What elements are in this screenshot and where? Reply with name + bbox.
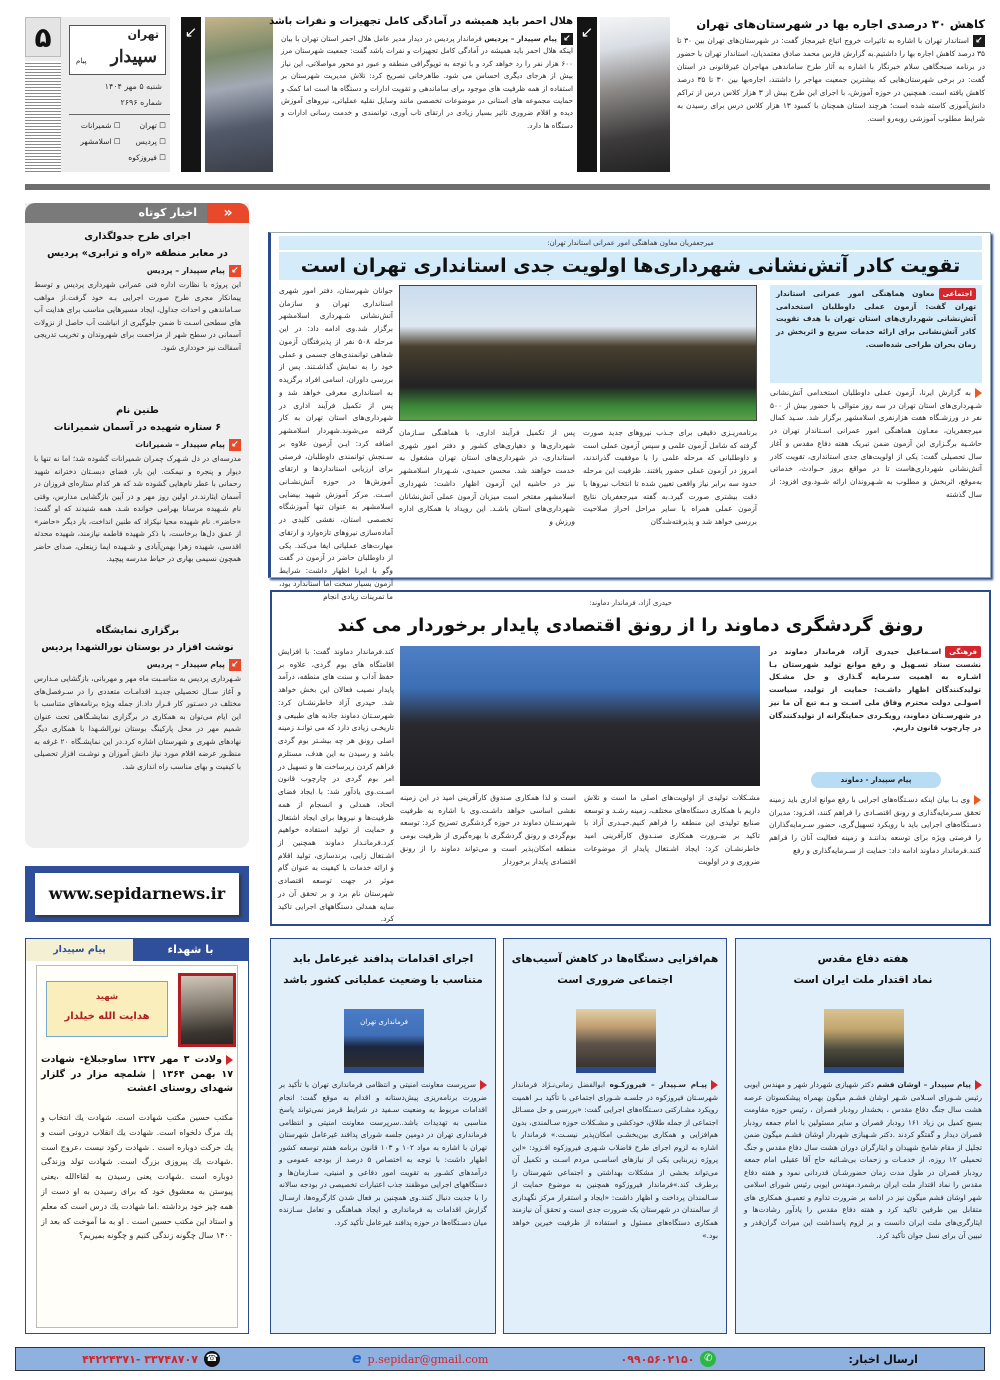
story-title: هم‌افزایی دستگاه‌ها در کاهش آسیب‌های	[511, 953, 719, 965]
website-banner[interactable]	[25, 866, 249, 922]
feature-1	[268, 232, 991, 601]
story-body: ↙پیام سپیدار – پردیس فرماندار پردیس در دیدار مدیر عامل هلال احمر استان تهران با بیان اینکه هلال احمر باید همیشه در آمادگی کامل تجهیزات و نفرات باشد گفت: جمعیت شهرستان مرز ۶۰۰ هزار نفر را رد خواهد کرد و با توجه به توپوگرافی منطقه و عبور دو محور مواصلاتی، این نیاز بیش از هرجای دیگری احساس می شود. طاهرخانی تصریح کرد: تلاش مدیریت شهرستان بر استفاده از همه ظرفیت های موجود برای ساماندهی و تقویت ادارات و دستگاه ها است اما کمک و حمایت مجموعه های استانی در موضوعات تخصصی مانند وسایل نقلیه عملیاتی، نیروهای آموزش دیده و اقلام ضروری تاثیر بسیار زیادی در ارتقای تاب آوری، توانمندی و خدمت رسانی ادارات و دستگاه ها دارد.	[281, 34, 573, 130]
story-body: سرپرست معاونت امنیتی و انتظامی فرمانداری تهران با تأکید بر ضرورت برنامه‌ریزی پیش‌دستانه و اقدام به موقع گفت: انجام اقدامات مربوط به وضعیت سـفید در شرایط قرمز نمی‌تواند پاسخ مناسبی به تهدیدات باشد..سرپرست معاونت امنیتی و انتظامی فرمانداری تهران در دومین جلسه شورای پدافند غیرعامل شهرستان تهران با اشاره به مواد ۱۰۲ و ۱۰۳ قانون برنامه هفتم توسعه کشور اظهار داشت: با توجه به اختصاص ۵ درصد از بودجه عمومی و درآمدهای کشـور به تقویت امور دفاعی و امنیتی، سـازمان‌ها و دستگاههای اجرایی موظفند جذب اعتبارات تخصیصی در بودجه سالانه را با جدیت دنبال کنند.وی همچنین بر فعال شدن کارگروه‌ها، ارسـال گزارش اقدامات به فرمانداری و ایجاد هماهنگی و تعامل سـازنده میان دسـتگاه‌ها در حوزه پدافند غیرعامل تأکید کرد.	[279, 1080, 487, 1228]
feature1-title: تقویت کادر آتش‌نشانی شهرداری‌ها اولویت جدی استانداری تهران است	[279, 252, 982, 280]
short-news-item	[34, 229, 241, 399]
martyr-name-plate	[46, 981, 168, 1037]
item-title: اجرای طرح جدولگذاری	[84, 231, 191, 242]
arrow-icon: ↙	[229, 265, 241, 277]
feature2-col-mid1: مشـکلات تولیدی از اولویت‌های اصلی ما است و تلاش داریم با همکاری دستگاه‌های مختلف، زمینه رشـد و توسعه صنایع تولیدی این منطقه را فراهم کنیم.حیـدری آزاد با تاکید بر ضـرورت همکاری صنـدوق کارآفرینی امید خاطرنشـان کرد: ایجاد اشـتغال پایدار از موضوعات ضروری و در اولویت	[584, 793, 760, 866]
item-title: برگزاری نمایشگاه	[95, 625, 180, 636]
martyr-label: شهید	[95, 992, 119, 1002]
feature2-byline: پیام سپیدار - دماوند	[811, 772, 941, 788]
top-story-2	[205, 14, 575, 176]
website-link[interactable]: www.sepidarnews.ir	[35, 873, 239, 915]
phone-contact[interactable]: ☎ ۳۳۷۴۸۷۰۷ -۴۴۲۲۴۳۷۱	[82, 1352, 219, 1366]
photo-bar	[344, 1067, 424, 1073]
feature2-title: رونق گردشگری دماوند را از رونق اقتصادی پایدار برخوردار می کند	[337, 615, 924, 636]
arrow-icon: ↙	[229, 439, 241, 451]
divider	[25, 184, 990, 190]
arrow-icon: ↙	[561, 33, 573, 45]
feature2-col-right: وی بـا بیان اینکه دسـتگاه‌های اجرایی با رفع موانع اداری باید زمینه تحقق سـرمایه‌گذاری و رونق اقتصـادی را فراهم کنند، افـزود: مدیران دسـتگاه‌های اجرایی باید با رویکرد تسهیل‌گری، حضور سـرمایه‌گذاران را فرصتی ویژه برای توسعه بداننـد و زمینه فعالیت آنان را فراهم کنند.فرماندار دماوند ادامه داد: حمایت از سـرمایه‌گذاری و رفع	[769, 795, 981, 855]
martyr-photo	[178, 973, 236, 1047]
issue-date: شنبه ۵ مهر ۱۴۰۴	[104, 82, 162, 91]
arrow-icon: ↙	[973, 35, 985, 47]
feature1-col-mid2: پس از تکمیل فرآیند اداری، با هماهنگی سـازمان شهرداری‌ها و دهیاری‌های کشور و دفتر امور شهری استانداری، در شهرداری‌های استان تهران مشغول به خدمت خواهند شد. محسن حمیدی، شـهردار اسلامشهر نیز در حاشیه این آزمون اظهار داشت: شهرداری اسلامشهر مفتخر است میزبان آزمون عملی آتش‌نشانان شهرداری‌های استان باشـد. این رویداد با همکاری اداره ورزش و	[399, 428, 575, 527]
logo	[69, 25, 166, 75]
feature2-col-left: کند.فرماندار دماوند گفت: با افزایش اقامتگاه های بوم گردی، علاوه بر حفظ آداب و سنت های منطقه، درآمد پایدار نصیب فعالان این بخش خواهد شد. حیدری آزاد خاطرنشـان کرد: شهرسـتان دماوند جاذبه های طبیعی و تاریخـی زیادی دارد که می توانـد زمینه اصلی رونق هر چه بیشـتر بوم گردی باشد و رسیدن به این هدف، مستلزم فراهم کردن زیرساخت ها و تسهیل در امر بوم گردی در چارچوب قانون اسـت.وی یادآور شد: با ایجاد فضای اتحاد، همدلی و انسجام از همه ظرفیت‌ها و نیروها برای ایجاد اشتغال و حمایت از تولید استفاده خواهیم کرد.فرمانـدار دماوند همچنین از اشـتغال زایی، برندسازی، تولید اقلام و ارائه خدمات با کیفیت به عنوان گام موثر در جهت توسعه اقتصادی شهرستان نام برد و بر تحقق آن در سایه همدلی دستگاههای اجرایی تاکید کرد.	[278, 647, 394, 924]
image-caption: فرمانداری تهران	[360, 1018, 408, 1026]
whatsapp-contact[interactable]: ✆ ۰۹۹۰۵۶۰۲۱۵۰	[621, 1351, 717, 1367]
item-byline: ↙پیام سپیدار – پردیس	[34, 263, 241, 279]
region-item[interactable]: ☐ شمیرانات	[80, 121, 121, 130]
short-news-item	[34, 403, 241, 618]
martyr-summary: ولادت ۳ مهر ۱۳۳۷ ساوجبلاغ- شهادت ۱۷ بهمن ۱۳۶۴ | شلمچه مزار در گلزار شهدای روستای اغشت	[41, 1054, 233, 1095]
email-contact[interactable]: e p.sepidar@gmail.com	[352, 1351, 489, 1367]
story-title: هفته دفاع مقدس	[817, 953, 909, 965]
bottom-story	[270, 938, 496, 1334]
bullet-icon	[480, 1080, 487, 1090]
item-title: طنین نام	[116, 405, 159, 416]
phone-icon: ☎	[204, 1351, 220, 1367]
arrow-down-left-icon: ↙	[580, 23, 594, 41]
item-byline: ↙پیام سپیدار – شمیرانات	[34, 437, 241, 453]
martyr-name: هدایت الله خیلدار	[64, 1011, 150, 1022]
region-item[interactable]: ☐ فیروزکوه	[128, 153, 166, 162]
story-subtitle: متناسب با وضعیت عملیاتی کشور باشد	[283, 974, 483, 986]
masthead	[25, 17, 170, 172]
chevrons-icon: «	[207, 203, 249, 223]
feature-2	[270, 590, 991, 926]
photo-bar	[576, 1067, 656, 1073]
feature1-photo	[399, 285, 757, 421]
page-number: ۵	[25, 17, 61, 57]
item-subtitle: ۶ ستاره شهیده در آسمان شمیرانات	[53, 422, 222, 433]
item-body: مدرسه‌ای در دل شـهرک چمران شمیرانات گشوده شد؛ اما نه تنها با دیوار و پنجره و نیمکت. این بار، فضای دبسـتان دخترانه شهید رحمانی با عطر نام‌هایی گشوده شد که هر کدام ستاره‌ای فروزان در آسمان ایثارند.در اولین روز مهر و در آیین بازگشایی مدارس، وقتی نام شـهیده مرسانا بهرامی خوانده شـد، همه شنیدند که او گفت: «حاضر». نام شهیده محیا نیکزاد که طنین انداخت، بار دیگر «حاضر» از عمق دل‌ها برخاست، با ذکر شهیده فاطمه نیازمند، شهیده محدثه اقدسی، شهیده زهرا بهمن‌آبادی و شـهیده ایما زینعلی، صدای حاضر همچون نسیمی بهاری در حیاط مدرسه پیچید.	[34, 454, 241, 564]
item-body: این پروژه با نظارت اداره فنی عمرانی شهرداری پردیس و توسط پیمانکار مجری طرح صورت اجرایی بـه خود گرفت.از مواهب سـاماندهی و احداث جداول، ایجاد مسیرهایی مناسب برای هدایت آب های سطحی اسـت تا ضمن جلوگیری از انباشت آب حاصل از نزولات آسمانی در سطح شهر از مزاحمت برای شهروندان و تخریب تدریجی آسفالت نیز خودداری شود.	[34, 280, 241, 352]
bullet-icon	[975, 388, 982, 398]
section-tag: فرهنگی	[945, 646, 981, 658]
item-body: شـهرداری پردیس به مناسـبت ماه مهر و مهربانی، بازگشایی مـدارس و آغاز سـال تحصیلی جدیـد اقدامـات متعددی را در سـرفصل‌های مختلف در دسـتور کار قـرار داد.از جمله ویژه برنامه‌های متناسب با این ایام می‌توان به همکاری در برگزاری نمایشـگاهی تحت عنوان شمیم مهر در محل پارکینگ بوستان نورالشـهدا با همکاری دیگر نهادهای شهری و شهرستان اشاره کرد.در این نمایشـگاه ۲۰ غرفه به منظـور عرضه اقلام مورد نیاز دانش آموزان و نوشـت افزار تحصیلی با کیفیت و بهای مناسب راه اندازی شد.	[34, 674, 241, 771]
footer-bar	[15, 1347, 985, 1371]
bullet-icon	[974, 795, 981, 805]
feature2-col-mid2: است و لذا همکاری صندوق کارآفرینی امید در این زمینه نقشی اساسی خواهد داشـت.وی با اشاره به ظرفیت شهرسـتان دماوند در حوزه گردشگری تصریح کرد: توسعه بوم‌گردی و رونق گردشگری با بهره‌گیری از ظرفیت بومی منطقه امکان‌پذیر است و می‌تواند دماوند را از رونق اقتصادی پایدار برخوردار	[400, 793, 576, 866]
short-news-item	[34, 623, 241, 841]
story-title: کاهش ۳۰ درصدی اجاره بها در شهرستان‌های تهران	[696, 17, 985, 31]
story-photo	[600, 17, 670, 172]
feature2-lead: فرهنگیاسـماعیل حیدری آزاد، فرماندار دماوند در نشست ستاد تسـهیل و رفع موانع تولید شهرستان بـا اشـاره به اهمیت سـرمایه گـذاری و حل مشـکل تولیدکنندگان اظهار داشـت: حمایت از تولید، سیاست اصولـی دولت محترم وفاق ملی اسـت و بـه تبع آن ما نیز در شهرسـتان دماوند، رویکـردی حمایتگرانه از تولیدکنندگان در چارچوب قانون داریم.	[769, 647, 981, 733]
region-item[interactable]: ☐ اسلامشهر	[80, 137, 121, 146]
short-news-header: اخبار کوتاه	[25, 203, 207, 223]
bottom-story	[503, 938, 727, 1334]
feature1-lead: اجتماعیمعاون هماهنگی امور عمرانی استاندار تهران گفت: آزمون عملی داوطلبان استخدامی آتش‌نشانی شهرداری‌های استان تهران با هدف تقویت کادر آتش‌نشانی برای ارائه خدمات سریع و اثربخش در زمان بحران طراحی شده‌است.	[770, 285, 982, 383]
send-news-label: ارسال اخبار:	[848, 1352, 918, 1366]
section-tab	[577, 17, 597, 172]
short-news-panel	[25, 203, 249, 848]
story-photo	[824, 1009, 904, 1067]
feature1-col-right: به گزارش ایرنا، آزمون عملی داوطلبان استخدامی آتش‌نشانی شـهرداری‌های استان تهران در سه روز متوالی با حضور بیش از ۵۰۰ نفر در ورزشـگاه هفت هزارنفری اسلامشهر برگزار شد. سـید کمال میرجعفریان، معـاون هماهنگی امور عمرانی اسـتاندار تهران در حاشـیه برگـزاری این آزمون ضمن تبریک هفته دفاع مقدس و آغاز سال تحصیلی گفت: یکی از اولویت‌های جدی استانداری، تقویت کادر آتش‌نشانی شهرداری‌هاست تا در مواقع بروز حـوادث، خدماتی به‌موقع، اثربخش و مطلوب به شـهروندان ارائه شـود.وی افزود: از سال گذشته	[770, 388, 982, 499]
bullet-icon	[975, 1080, 982, 1090]
feature1-kicker: میرجعفریان معاون هماهنگی امور عمرانی استاندار تهران:	[279, 236, 982, 250]
logo-small-text: پیام	[76, 57, 87, 65]
masthead-lines	[25, 61, 61, 172]
item-byline: ↙پیام سپیدار – پردیس	[34, 657, 241, 673]
item-subtitle: در معابر منطقه «راه و ترابری» پردیس	[47, 248, 228, 259]
item-subtitle: نوشت افزار در بوستان نورالشهدا پردیس	[41, 642, 234, 653]
region-item[interactable]: ☐ پردیس	[135, 137, 166, 146]
top-story-1	[598, 14, 990, 176]
section-tag: اجتماعی	[939, 288, 977, 300]
arrow-icon: ↙	[229, 659, 241, 671]
martyr-header: با شهداء	[133, 939, 248, 961]
section-tab	[181, 17, 201, 172]
story-subtitle: نماد اقتدار ملت ایران است	[793, 974, 933, 986]
story-photo	[205, 17, 273, 172]
whatsapp-icon: ✆	[700, 1351, 716, 1367]
feature1-col-left: جوانان شهرستان، دفتر امور شهری استانداری تهران و سازمان آتش‌نشانی شـهرداری اسلامشهر برگزار شد.وی ادامه داد: در این مرحله ۵۰۸ نفر از پذیرفتگان آزمون شفاهی توانمندی‌های جسمی و عملی خود را به نمایش گذاشـتند. پس از بررسی داوران، اسامی افراد برگزیده به استانداری معرفی خواهد شد و پس از تکمیل فرآیند اداری در شهرداری‌های استان تهران به کار گرفته می‌شوند.شهردار اسلامشهر اضافه کرد: ایـن آزمون علاوه بر سـنجش توانمندی داوطلبان، فرصتی برای ارزیابی استانداردها و ارتقای آموزش‌ها در حوزه آتش‌نشـانی اسـت. مرکز آموزش شهید بیضایی اسلامشهر به عنوان تنها آموزشگاه تخصصی استان، نقشی کلیدی در آماده‌سازی نیروهای تازه‌وارد و ارتقای مهارت‌های عملیاتی ایفا می‌کند. یکی از داوطلبان حاضر در آزمون در گفت وگو با ایرنا اظهار داشت: شرایط آزمون بسیار سخت اما استاندارد بود، ما تمرینات زیادی انجام	[279, 286, 393, 601]
story-subtitle: اجتماعی ضروری است	[557, 974, 673, 986]
feature2-kicker: حیدری آزاد، فرماندار دماوند:	[589, 599, 672, 607]
bullet-icon	[711, 1080, 718, 1090]
story-body: پیـام سـپیدار – فیروزکـوه ابوالفضل زمانی‌نـژاد فرماندار شهرسـتان فیروزکوه در جلسـه شـورای اجتماعی با تأکید بـر اهمیت رویکرد مشـارکتی دسـتگاه‌های اجرایی گفت: «بررسی و حل مسـائل اجتماعی از جمله طلاق، خودکشی و مشـکلات حوزه سـالمندی، بدون هم‌افزایی و همکاری بین‌بخشـی امکان‌پذیر نیسـت.» فرماندار با اشاره به لزوم اجرای طرح فاضلاب شـهری فیروزکوه افـزود: «این پروژه زیربنایی یکی از نیازهای اساسـی مردم اسـت و تکمیل آن می‌تواند بخشی از مشکلات بهداشتی و اجتماعی شهرستان را برطرف کند.»فرماندار فیروزکوه همچنین به موضوع حمایت از سـالمندان پرداخت و اظهار داشت: «ایجاد و استقرار مرکز نگهداری از سالمندان در شهرستان یک ضرورت جدی است و تحقق آن نیازمند همکاری دستگاه‌های مسئول و استفاده از ظرفیت خیرین خواهد بود.»	[512, 1080, 718, 1240]
story-title: اجرای اقدامات پدافند غیرعامل باید	[292, 953, 474, 965]
martyr-body: مکتب حسین مکتب شهادت است. شهادت یك انتخاب و یك مرگ دلخواه است. شهادت یك انقلاب درونی است و یك حرکت دوباره است . شهادت رکود نیست ،عروج است .شهادت یك پیروزی بزرگ است. شهادت تولد وزندگی دوباره است .شهادت یعنی رسیدن به لقاءالله ،یعنی پیوستن به معشوق خود که برای رسیدن به او دست از همه چیز خود برداشته .اما شهادت یك درس است که معلم و استاد این مکتب حسین است . او به ما آموخت که بعد از ۱۴۰۰ سال چگونه زندگی کنیم و چگونه بمیریم؟	[41, 1113, 233, 1241]
martyr-logo: پیام سپیدار	[26, 939, 133, 961]
region-list	[65, 118, 170, 166]
story-photo	[576, 1009, 656, 1067]
arrow-down-left-icon: ↙	[184, 23, 198, 41]
feature1-col-mid1: برنامه‌ریـزی دقیقی برای جـذب نیروهای جدید صورت گرفته که شامل آزمون علمی و سپس آزمون عملی است و داوطلبانی که مرحله علمی را با موفقیت گذراندند، امروز در آزمون عملی حضور یافتند. ظرفیت این مرحله حدود سه برابر نیاز واقعی تعیین شده تا انتخاب نیروها با دقت بیشتری صورت گیرد.به گفته میرجعفریان نتایج آزمون عملی همراه با سایر مراحل احراز صلاحیت بررسی خواهد شد و پذیرفته‌شدگان	[583, 428, 757, 527]
logo-main-text: سپیدار	[110, 47, 157, 67]
story-body: ↙استاندار تهران با اشاره به تاثیرات خروج اتباع غیرمجاز گفت: در شهرستان‌های تهران بین ۳۰ تا ۳۵ درصد کاهش اجاره بها را داشتیم.به گزارش فارس محمد صادق معتمدیان، استاندار تهران با حضور در برنامه صبحگاهی سلام خبرنگار با اشاره به آثار طرح ساماندهی مهاجران غیرقانونی در استان گفت: در برخی شهرستان‌هایی که بیشترین جمعیت مهاجر را داشتند، اجاره‌بها بین ۳۰ تا ۳۵ درصد کاهش یافته است. همچنین در حوزه آموزش، با اجرای این طرح بیش از ۳ هزار کلاس درس از تراکم دانش‌آموزی کاسته شده است؛ هرچند استان همچنان با کمبود ۱۳ هزار کلاس درس برای رسیدن به شرایط مطلوب آموزشی روبه‌رو است.	[677, 36, 985, 123]
story-title: هلال احمر باید همیشه در آمادگی کامل تجهیزات و نفرات باشد	[269, 16, 573, 27]
photo-bar	[824, 1067, 904, 1073]
issue-number: شماره ۲۶۹۶	[120, 98, 162, 107]
story-photo	[344, 1009, 424, 1067]
logo-top-text: تهران	[127, 28, 159, 41]
bottom-story	[735, 938, 991, 1334]
bullet-icon	[226, 1055, 233, 1065]
story-body: پیام سپیدار – اوشان فشم دکتر شهبازی شهردار شهر و مهندس ایوبی رئیس شـورای اسـلامی شـهر اوشان فشـم میگون بهمراه پیشکسوتان عرصه هشت سال جنگ دفاع مقدس ، بخشدار رودبار قصران ، رئیس حوزه مقاومت بسیج کمیل بن زیاد ۱۶۱ رودبار قصران و سایر مسئولین با امام جمعه رودبار قصران دیدار و گفتگو کردند .دکتر شـهبازی شهردار اوشان فشـم میگون ضمن تجلیل از مقام شامخ شهیدان و ایثارگران دوران هشت سال دفاع مقدس و جنگ تحمیلی ۱۲ روزه، از خدمـات و زحمات بی‌شـائبه حاج آقا عقیلی امام جمعه رودبار قصران در طول مدت زمان حضورشـان قدردانی نمود و هفته دفاع مقدس را نماد اقتدار ملت ایران برشمرد.مهندس ایوبی رئیس شورای اسلامی شهر اوشان فشم میگون نیز در ادامه بر ضرورت تداوم و تعمیـق همکاری های متقابل بین طرفین تاکید کرد و هفته دفاع مقدس را یادآور رشادت‌ها و ایثارگری‌های ملت ایران دانست و بر لزوم پاسداشت این میراث گران‌قدر و تبیین آن برای نسل جوان تأکید کرد.	[744, 1080, 982, 1240]
martyr-box	[25, 938, 249, 1334]
region-item[interactable]: ☐ تهران	[139, 121, 166, 130]
browser-e-icon: e	[352, 1351, 362, 1367]
feature2-photo	[400, 646, 760, 786]
